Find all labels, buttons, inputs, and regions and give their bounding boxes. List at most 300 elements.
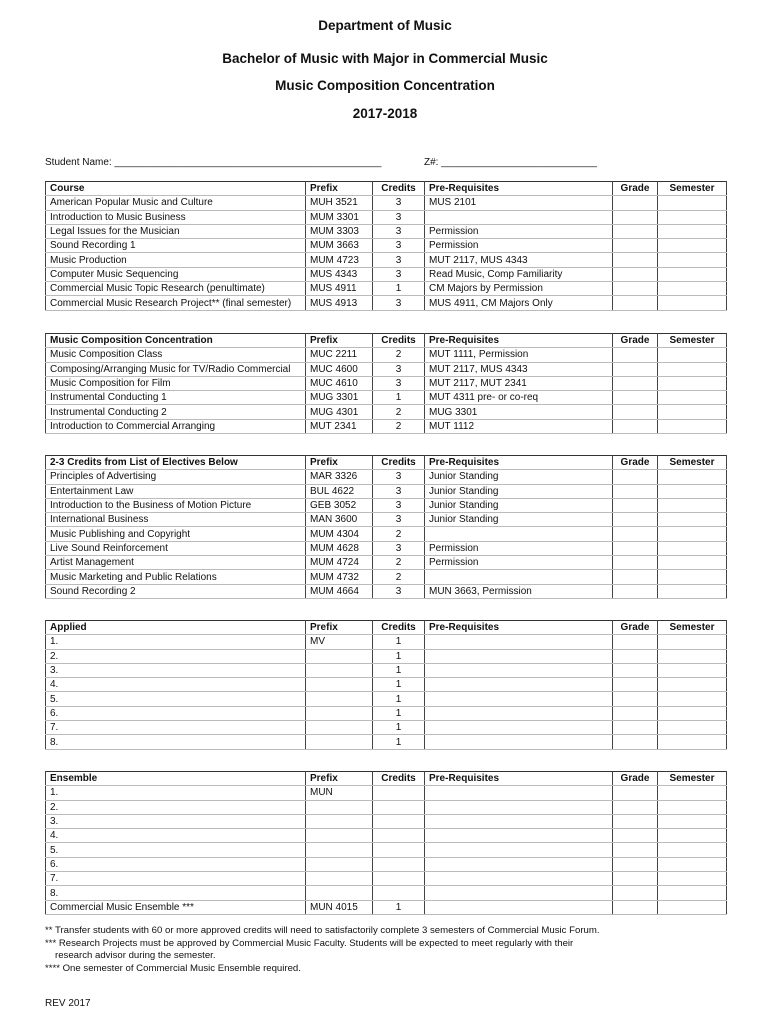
semester-cell[interactable] — [658, 253, 727, 267]
semester-cell[interactable] — [658, 362, 727, 376]
prerequisites — [425, 857, 613, 871]
grade-cell[interactable] — [613, 814, 658, 828]
table-row — [46, 513, 727, 527]
table-row — [46, 405, 727, 419]
prerequisites: MUN 3663, Permission — [425, 584, 613, 598]
credits: 2 — [373, 348, 425, 362]
prefix — [306, 843, 373, 857]
course-table — [45, 181, 727, 311]
course-name: Instrumental Conducting 1 — [46, 391, 306, 405]
semester-cell[interactable] — [658, 706, 727, 720]
prereq-header: Pre-Requisites — [425, 182, 613, 196]
course-name: Principles of Advertising — [46, 470, 306, 484]
prerequisites — [425, 829, 613, 843]
grade-cell[interactable] — [613, 886, 658, 900]
grade-cell[interactable] — [613, 900, 658, 914]
prerequisites — [425, 843, 613, 857]
prerequisites: MUT 1111, Permission — [425, 348, 613, 362]
credits: 1 — [373, 900, 425, 914]
grade-cell[interactable] — [613, 800, 658, 814]
semester-cell[interactable] — [658, 484, 727, 498]
table-row — [46, 721, 727, 735]
semester-header: Semester — [658, 334, 727, 348]
table-row — [46, 419, 727, 433]
grade-header: Grade — [613, 456, 658, 470]
z-number-field[interactable]: Z#: ____________________________ — [424, 157, 597, 168]
table-row — [46, 692, 727, 706]
prerequisites: Permission — [425, 556, 613, 570]
semester-cell[interactable] — [658, 584, 727, 598]
credits — [373, 886, 425, 900]
table-header — [46, 772, 727, 786]
semester-cell[interactable] — [658, 419, 727, 433]
grade-cell[interactable] — [613, 391, 658, 405]
course-name: 6. — [46, 857, 306, 871]
prereq-header: Pre-Requisites — [425, 621, 613, 635]
table-row — [46, 635, 727, 649]
course-name: Music Production — [46, 253, 306, 267]
semester-cell[interactable] — [658, 692, 727, 706]
grade-cell[interactable] — [613, 348, 658, 362]
prefix — [306, 829, 373, 843]
prefix: GEB 3052 — [306, 498, 373, 512]
prerequisites — [425, 635, 613, 649]
semester-cell[interactable] — [658, 663, 727, 677]
table-row — [46, 800, 727, 814]
prefix — [306, 678, 373, 692]
course-table — [45, 771, 727, 915]
credits: 3 — [373, 513, 425, 527]
footnote: *** Research Projects must be approved by Commercial Music Faculty. Students will be expected to meet regularly with their — [45, 937, 574, 949]
credits: 3 — [373, 210, 425, 224]
prerequisites: MUS 4911, CM Majors Only — [425, 296, 613, 310]
prefix-header: Prefix — [306, 621, 373, 635]
grade-cell[interactable] — [613, 419, 658, 433]
table-row — [46, 253, 727, 267]
credits: 3 — [373, 267, 425, 281]
prefix — [306, 663, 373, 677]
credits: 2 — [373, 556, 425, 570]
semester-cell[interactable] — [658, 391, 727, 405]
credits: 3 — [373, 498, 425, 512]
footnote: research advisor during the semester. — [55, 950, 216, 961]
table-row — [46, 706, 727, 720]
semester-cell[interactable] — [658, 886, 727, 900]
grade-cell[interactable] — [613, 362, 658, 376]
prerequisites: Permission — [425, 224, 613, 238]
credits-header: Credits — [373, 621, 425, 635]
prerequisites — [425, 663, 613, 677]
grade-header: Grade — [613, 334, 658, 348]
prerequisites — [425, 814, 613, 828]
semester-header: Semester — [658, 456, 727, 470]
student-name-field[interactable]: Student Name: ________________________________________________ — [45, 157, 382, 168]
prefix: MUM 4723 — [306, 253, 373, 267]
table-row — [46, 210, 727, 224]
grade-cell[interactable] — [613, 527, 658, 541]
semester-cell[interactable] — [658, 267, 727, 281]
prefix: MAN 3600 — [306, 513, 373, 527]
course-name: Computer Music Sequencing — [46, 267, 306, 281]
semester-cell[interactable] — [658, 872, 727, 886]
credits: 3 — [373, 239, 425, 253]
grade-cell[interactable] — [613, 253, 658, 267]
table-row — [46, 282, 727, 296]
prerequisites — [425, 527, 613, 541]
semester-cell[interactable] — [658, 541, 727, 555]
revision-label: REV 2017 — [45, 998, 91, 1009]
course-name: Entertainment Law — [46, 484, 306, 498]
credits — [373, 843, 425, 857]
prerequisites: Junior Standing — [425, 470, 613, 484]
table-row — [46, 267, 727, 281]
grade-cell[interactable] — [613, 872, 658, 886]
course-name: 3. — [46, 663, 306, 677]
prerequisites — [425, 570, 613, 584]
credits — [373, 872, 425, 886]
credits — [373, 786, 425, 800]
table-row — [46, 872, 727, 886]
degree-title: Bachelor of Music with Major in Commercial Music — [222, 51, 548, 66]
footnote: ** Transfer students with 60 or more approved credits will need to satisfactorily complete 3 semesters of Commercial Music Forum. — [45, 925, 600, 936]
course-name: Introduction to the Business of Motion Picture — [46, 498, 306, 512]
grade-cell[interactable] — [613, 735, 658, 749]
course-name: Sound Recording 1 — [46, 239, 306, 253]
semester-cell[interactable] — [658, 196, 727, 210]
prefix: MUH 3521 — [306, 196, 373, 210]
grade-cell[interactable] — [613, 498, 658, 512]
table-row — [46, 735, 727, 749]
prefix: MUM 4724 — [306, 556, 373, 570]
course-name: Live Sound Reinforcement — [46, 541, 306, 555]
credits: 3 — [373, 253, 425, 267]
grade-cell[interactable] — [613, 649, 658, 663]
credits-header: Credits — [373, 334, 425, 348]
prefix: MUC 2211 — [306, 348, 373, 362]
year-title: 2017-2018 — [352, 106, 418, 121]
prefix: MUM 4628 — [306, 541, 373, 555]
semester-cell[interactable] — [658, 900, 727, 914]
section-title: Music Composition Concentration — [46, 334, 306, 348]
course-name: Legal Issues for the Musician — [46, 224, 306, 238]
course-name: 8. — [46, 735, 306, 749]
semester-cell[interactable] — [658, 800, 727, 814]
semester-cell[interactable] — [658, 296, 727, 310]
table-row — [46, 886, 727, 900]
prefix — [306, 857, 373, 871]
grade-cell[interactable] — [613, 721, 658, 735]
credits-header: Credits — [373, 456, 425, 470]
semester-cell[interactable] — [658, 678, 727, 692]
course-name: 1. — [46, 635, 306, 649]
prefix: MUG 3301 — [306, 391, 373, 405]
table-header — [46, 621, 727, 635]
table-row — [46, 649, 727, 663]
credits: 3 — [373, 484, 425, 498]
prefix — [306, 706, 373, 720]
credits — [373, 857, 425, 871]
credits: 1 — [373, 391, 425, 405]
credits — [373, 829, 425, 843]
semester-cell[interactable] — [658, 857, 727, 871]
table-row — [46, 391, 727, 405]
table-row — [46, 362, 727, 376]
semester-cell[interactable] — [658, 348, 727, 362]
course-name: Music Marketing and Public Relations — [46, 570, 306, 584]
credits: 3 — [373, 196, 425, 210]
credits: 3 — [373, 584, 425, 598]
course-table — [45, 333, 727, 434]
prerequisites — [425, 721, 613, 735]
course-name: Commercial Music Topic Research (penultimate) — [46, 282, 306, 296]
prerequisites: Permission — [425, 239, 613, 253]
prerequisites: Permission — [425, 541, 613, 555]
credits: 3 — [373, 224, 425, 238]
semester-cell[interactable] — [658, 210, 727, 224]
grade-cell[interactable] — [613, 239, 658, 253]
credits: 2 — [373, 405, 425, 419]
semester-cell[interactable] — [658, 735, 727, 749]
prefix — [306, 649, 373, 663]
credits: 2 — [373, 419, 425, 433]
grade-cell[interactable] — [613, 484, 658, 498]
prerequisites — [425, 678, 613, 692]
prefix-header: Prefix — [306, 772, 373, 786]
grade-cell[interactable] — [613, 470, 658, 484]
prereq-header: Pre-Requisites — [425, 456, 613, 470]
grade-cell[interactable] — [613, 224, 658, 238]
section-title: Course — [46, 182, 306, 196]
grade-cell[interactable] — [613, 296, 658, 310]
table-row — [46, 376, 727, 390]
course-name: Introduction to Music Business — [46, 210, 306, 224]
semester-cell[interactable] — [658, 556, 727, 570]
credits: 1 — [373, 678, 425, 692]
prerequisites: MUT 2117, MUS 4343 — [425, 362, 613, 376]
semester-cell[interactable] — [658, 513, 727, 527]
course-name: Artist Management — [46, 556, 306, 570]
credits: 1 — [373, 649, 425, 663]
grade-cell[interactable] — [613, 405, 658, 419]
semester-cell[interactable] — [658, 470, 727, 484]
course-name: Commercial Music Ensemble *** — [46, 900, 306, 914]
semester-header: Semester — [658, 182, 727, 196]
credits: 1 — [373, 663, 425, 677]
prerequisites: CM Majors by Permission — [425, 282, 613, 296]
footnotes — [45, 925, 600, 975]
prefix-header: Prefix — [306, 182, 373, 196]
credits: 1 — [373, 735, 425, 749]
semester-header: Semester — [658, 772, 727, 786]
course-name: 3. — [46, 814, 306, 828]
semester-cell[interactable] — [658, 405, 727, 419]
prefix — [306, 692, 373, 706]
prerequisites — [425, 706, 613, 720]
credits-header: Credits — [373, 772, 425, 786]
table-row — [46, 814, 727, 828]
table-row — [46, 224, 727, 238]
prerequisites — [425, 800, 613, 814]
prereq-header: Pre-Requisites — [425, 772, 613, 786]
credits — [373, 800, 425, 814]
course-name: 5. — [46, 843, 306, 857]
section-title: Applied — [46, 621, 306, 635]
semester-cell[interactable] — [658, 635, 727, 649]
grade-cell[interactable] — [613, 786, 658, 800]
course-name: Sound Recording 2 — [46, 584, 306, 598]
prefix: MUM 4732 — [306, 570, 373, 584]
semester-cell[interactable] — [658, 527, 727, 541]
prefix: MUS 4911 — [306, 282, 373, 296]
prefix: MUN — [306, 786, 373, 800]
semester-cell[interactable] — [658, 570, 727, 584]
table-row — [46, 196, 727, 210]
credits: 2 — [373, 527, 425, 541]
grade-cell[interactable] — [613, 210, 658, 224]
department-title: Department of Music — [318, 18, 452, 33]
grade-cell[interactable] — [613, 829, 658, 843]
course-name: Music Publishing and Copyright — [46, 527, 306, 541]
grade-header: Grade — [613, 621, 658, 635]
table-row — [46, 584, 727, 598]
grade-cell[interactable] — [613, 857, 658, 871]
course-name: 4. — [46, 678, 306, 692]
grade-cell[interactable] — [613, 513, 658, 527]
credits: 3 — [373, 362, 425, 376]
table-row — [46, 239, 727, 253]
prerequisites: Junior Standing — [425, 484, 613, 498]
course-name: 2. — [46, 649, 306, 663]
section-title: Ensemble — [46, 772, 306, 786]
table-row — [46, 786, 727, 800]
semester-cell[interactable] — [658, 376, 727, 390]
grade-cell[interactable] — [613, 584, 658, 598]
semester-cell[interactable] — [658, 224, 727, 238]
prefix — [306, 886, 373, 900]
course-table — [45, 455, 727, 599]
semester-cell[interactable] — [658, 498, 727, 512]
semester-cell[interactable] — [658, 239, 727, 253]
semester-cell[interactable] — [658, 282, 727, 296]
credits — [373, 814, 425, 828]
semester-cell[interactable] — [658, 786, 727, 800]
credits: 3 — [373, 470, 425, 484]
credits: 3 — [373, 376, 425, 390]
prefix — [306, 814, 373, 828]
prerequisites: MUS 2101 — [425, 196, 613, 210]
prefix: MUM 3303 — [306, 224, 373, 238]
credits: 1 — [373, 692, 425, 706]
table-row — [46, 570, 727, 584]
course-name: 2. — [46, 800, 306, 814]
grade-cell[interactable] — [613, 376, 658, 390]
prefix: MUM 3301 — [306, 210, 373, 224]
table-row — [46, 498, 727, 512]
grade-cell[interactable] — [613, 267, 658, 281]
semester-cell[interactable] — [658, 843, 727, 857]
credits: 1 — [373, 635, 425, 649]
course-name: Introduction to Commercial Arranging — [46, 419, 306, 433]
table-row — [46, 470, 727, 484]
course-name: Music Composition Class — [46, 348, 306, 362]
grade-header: Grade — [613, 772, 658, 786]
semester-cell[interactable] — [658, 829, 727, 843]
table-row — [46, 541, 727, 555]
prereq-header: Pre-Requisites — [425, 334, 613, 348]
prerequisites — [425, 786, 613, 800]
course-name: 8. — [46, 886, 306, 900]
prefix: MAR 3326 — [306, 470, 373, 484]
semester-header: Semester — [658, 621, 727, 635]
table-row — [46, 556, 727, 570]
table-row — [46, 678, 727, 692]
grade-cell[interactable] — [613, 570, 658, 584]
prerequisites: MUT 4311 pre- or co-req — [425, 391, 613, 405]
table-header — [46, 456, 727, 470]
prerequisites — [425, 900, 613, 914]
prerequisites — [425, 692, 613, 706]
course-name: 1. — [46, 786, 306, 800]
concentration-title: Music Composition Concentration — [275, 78, 495, 93]
grade-cell[interactable] — [613, 196, 658, 210]
course-name: 7. — [46, 872, 306, 886]
prerequisites — [425, 210, 613, 224]
table-row — [46, 527, 727, 541]
prerequisites: Read Music, Comp Familiarity — [425, 267, 613, 281]
credits: 3 — [373, 541, 425, 555]
course-name: International Business — [46, 513, 306, 527]
prefix: MUM 4304 — [306, 527, 373, 541]
prefix — [306, 735, 373, 749]
prefix: MUN 4015 — [306, 900, 373, 914]
prefix — [306, 800, 373, 814]
course-name: 6. — [46, 706, 306, 720]
prerequisites — [425, 735, 613, 749]
prefix: MV — [306, 635, 373, 649]
prefix: MUC 4610 — [306, 376, 373, 390]
grade-cell[interactable] — [613, 282, 658, 296]
grade-cell[interactable] — [613, 692, 658, 706]
grade-cell[interactable] — [613, 556, 658, 570]
prerequisites: Junior Standing — [425, 513, 613, 527]
course-name: 7. — [46, 721, 306, 735]
grade-cell[interactable] — [613, 663, 658, 677]
credits: 1 — [373, 282, 425, 296]
course-name: 5. — [46, 692, 306, 706]
grade-cell[interactable] — [613, 635, 658, 649]
prerequisites: Junior Standing — [425, 498, 613, 512]
prerequisites — [425, 649, 613, 663]
grade-cell[interactable] — [613, 843, 658, 857]
course-name: Instrumental Conducting 2 — [46, 405, 306, 419]
table-header — [46, 182, 727, 196]
prerequisites — [425, 872, 613, 886]
course-table — [45, 620, 727, 750]
prerequisites — [425, 886, 613, 900]
grade-cell[interactable] — [613, 541, 658, 555]
grade-cell[interactable] — [613, 706, 658, 720]
table-row — [46, 484, 727, 498]
semester-cell[interactable] — [658, 721, 727, 735]
grade-cell[interactable] — [613, 678, 658, 692]
prefix: MUC 4600 — [306, 362, 373, 376]
semester-cell[interactable] — [658, 649, 727, 663]
course-name: Composing/Arranging Music for TV/Radio Commercial — [46, 362, 306, 376]
table-row — [46, 663, 727, 677]
course-name: Commercial Music Research Project** (final semester) — [46, 296, 306, 310]
semester-cell[interactable] — [658, 814, 727, 828]
table-row — [46, 843, 727, 857]
